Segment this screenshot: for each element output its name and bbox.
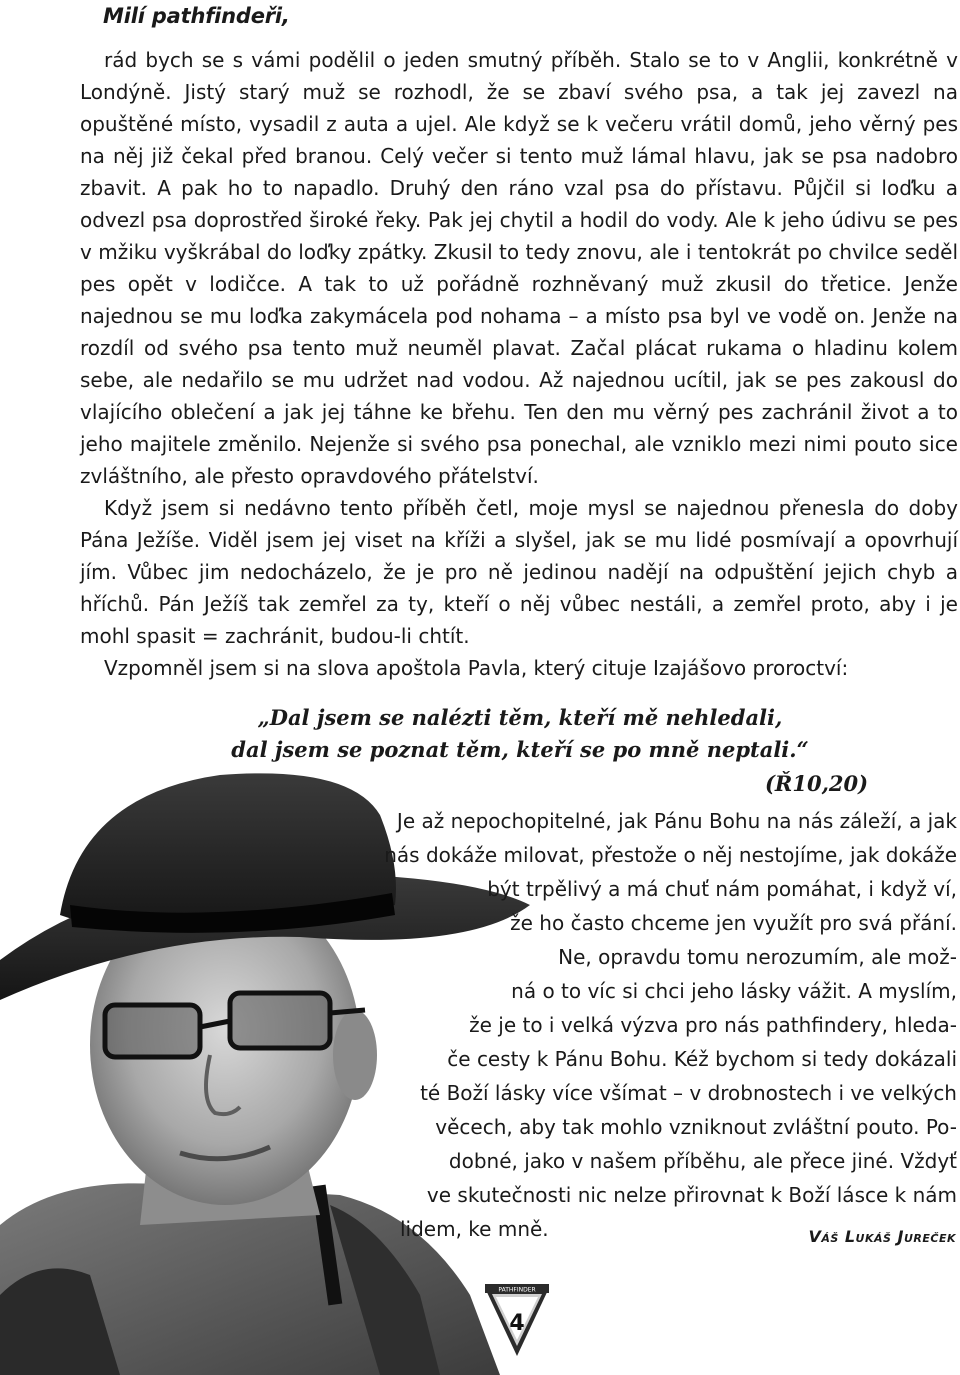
paragraph-story: rád bych se s vámi podělil o jeden smutný příběh. Stalo se to v Anglii, konkrétně v Londýně. Jistý starý muž se rozhodl, že se zbaví svého psa, a tak jej zavezl na opuštěné místo, vysadil z auta a ujel. Ale když se k večeru vrátil domů, jeho věrný pes na něj již čekal před branou. Celý večer si tento muž lámal hlavu, jak se psa nadobro zbavit. A pak ho to napadlo. Druhý den ráno vzal psa do přístavu. Půjčil si loďku a odvezl psa doprostřed široké řeky. Pak jej chytil a hodil do vody. Ale k jeho údivu se pes v mžiku vyškrábal do loďky zpátky. Zkusil to tedy znovu, ale i tentokrát po chvilce seděl pes opět v lodičce. A tak to už pořádně rozhněvaný muž zkusil do třetice. Jenže najednou se mu loďka zakymácela pod nohama – a místo psa byl ve vodě on. Jenže na rozdíl od svého psa tento muž neuměl plavat. Začal plácat rukama o hladinu kolem sebe, ale nedařilo se mu udržet nad vodou. Až najednou ucítil, jak se pes zakousl do vlajícího oblečení a jak jej táhne ke břehu. Ten den mu věrný pes zachránil život a to jeho majitele změnilo. Nejenže si svého psa ponechal, ale vzniklo mezi nimi pouto sice zvláštního, ale přesto opravdového přátelství. xyxy=(80,48,958,488)
closing-line: že je to i velká výzva pro nás pathfindery, hleda- xyxy=(469,1013,957,1037)
closing-line: lidem, ke mně. xyxy=(400,1217,549,1241)
closing-line: věcech, aby tak mohlo vzniknout zvláštní pouto. Po- xyxy=(435,1115,957,1139)
closing-line: Ne, opravdu tomu nerozumím, ale mož- xyxy=(558,945,957,969)
closing-line: té Boží lásky více všímat – v drobnostech i ve velkých xyxy=(420,1081,957,1105)
paragraph-reflection: Když jsem si nedávno tento příběh četl, moje mysl se najednou přenesla do doby Pána Ježíše. Viděl jsem jej viset na kříži a slyšel, jak se mu lidé posmívají a opovrhují jím. Vůbec jim nedocházelo, že je pro ně jedinou nadějí na odpuštění jejich chyb a hříchů. Pán Ježíš tak zemřel za ty, kteří o něj vůbec nestáli, a zemřel proto, aby i je mohl spasit = zachránit, budou-li chtít. xyxy=(80,496,958,648)
greeting-heading: Milí pathfindeři, xyxy=(103,4,290,28)
closing-line: ná o to víc si chci jeho lásky vážit. A myslím, xyxy=(511,979,957,1003)
closing-line: nás dokáže milovat, přestože o něj nestojíme, jak dokáže xyxy=(384,843,957,867)
quote-line-2: dal jsem se poznat těm, kteří se po mně neptali.“ xyxy=(231,737,809,762)
closing-line: če cesty k Pánu Bohu. Kéž bychom si tedy dokázali xyxy=(447,1047,957,1071)
quote-line-1: „Dal jsem se nalézti těm, kteří mě nehledali, xyxy=(257,705,783,730)
closing-line: být trpělivý a má chuť nám pomáhat, i když ví, xyxy=(487,877,957,901)
badge-label: PATHFINDER xyxy=(498,1286,536,1294)
closing-line: ve skutečnosti nic nelze přirovnat k Boží lásce k nám xyxy=(426,1183,957,1207)
article-body xyxy=(80,44,958,684)
closing-line: že ho často chceme jen využít pro svá přání. xyxy=(510,911,957,935)
closing-line: dobné, jako v našem příběhu, ale přece jiné. Vždyť xyxy=(448,1149,957,1173)
paragraph-quote-intro: Vzpomněl jsem si na slova apoštola Pavla, který cituje Izajášovo proroctví: xyxy=(104,656,849,680)
quote-reference: (Ř10,20) xyxy=(765,771,869,796)
closing-line: Je až nepochopitelné, jak Pánu Bohu na nás záleží, a jak xyxy=(396,809,957,833)
page-number: 4 xyxy=(509,1311,525,1336)
pathfinder-badge-page-number xyxy=(482,1282,552,1360)
author-signature: Váš Lukáš Jureček xyxy=(808,1227,956,1246)
